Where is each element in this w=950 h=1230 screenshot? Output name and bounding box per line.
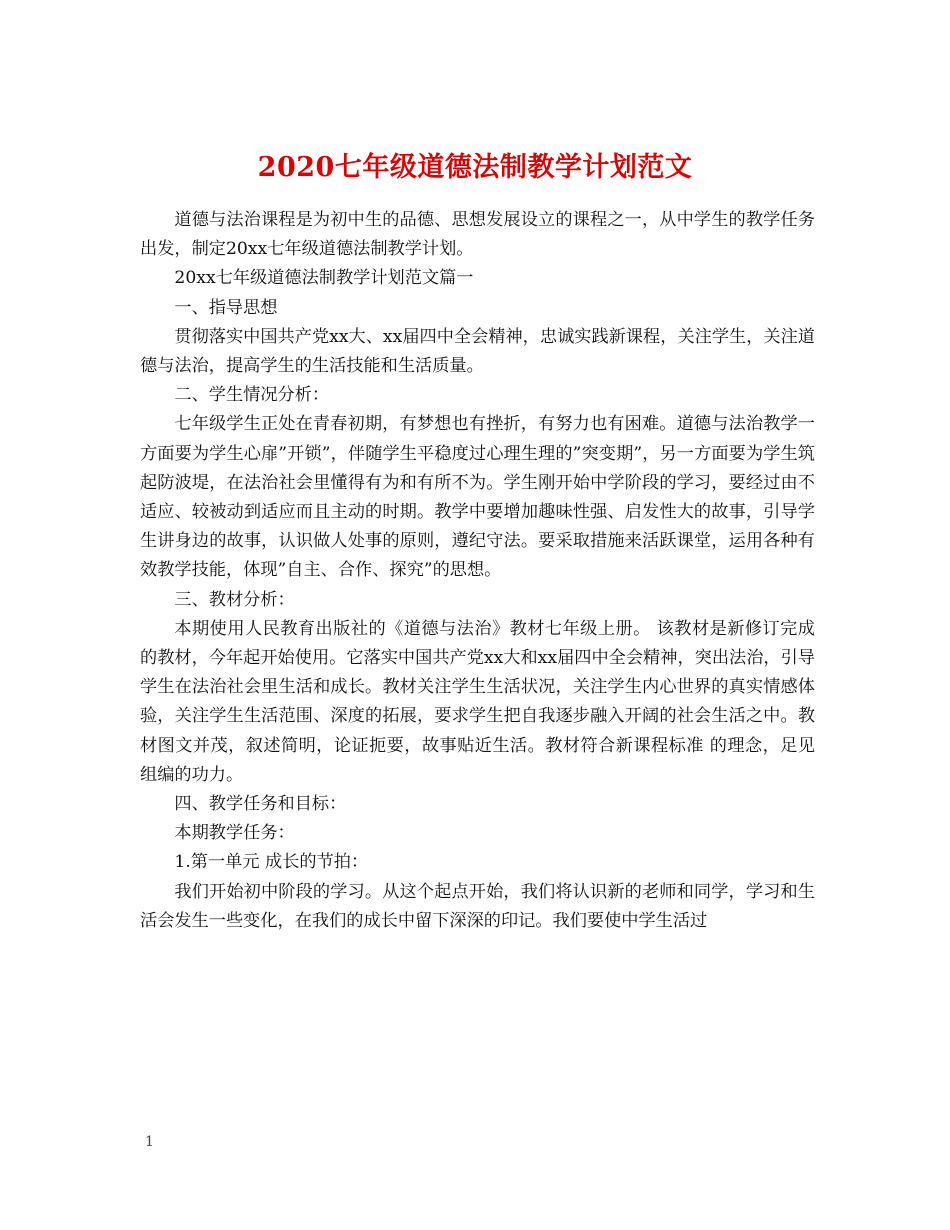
section-heading: 三、教材分析： xyxy=(174,589,295,610)
document-body xyxy=(140,206,815,936)
paragraph: 20xx七年级道德法制教学计划范文篇一 xyxy=(174,268,474,289)
paragraph: 贯彻落实中国共产党xx大、xx届四中全会精神，忠诚实践新课程，关注学生，关注道德与法治，提高学生的生活技能和生活质量。 xyxy=(140,326,815,377)
section-heading: 一、指导思想 xyxy=(174,297,278,318)
section-heading: 四、教学任务和目标： xyxy=(174,794,347,815)
section-heading: 二、学生情况分析： xyxy=(174,385,330,406)
paragraph: 本期使用人民教育出版社的《道德与法治》教材七年级上册。 该教材是新修订完成的教材，今年起开始使用。它落实中国共产党xx大和xx届四中全会精神，突出法治，引导学生在法治社会里生活和成长。教材关注学生生活状况，关注学生内心世界的真实情感体验，关注学生生活范围、深度的拓展，要求学生把自我逐步融入开阔的社会生活之中。教材图文并茂，叙述简明，论证扼要，故事贴近生活。教材符合新课程标准 的理念，足见组编的功力。 xyxy=(140,618,815,785)
document-title: 2020七年级道德法制教学计划范文 xyxy=(257,152,693,184)
paragraph: 1.第一单元 成长的节拍： xyxy=(174,852,369,873)
paragraph: 本期教学任务： xyxy=(174,823,295,844)
paragraph: 道德与法治课程是为初中生的品德、思想发展设立的课程之一，从中学生的教学任务出发，制定20xx七年级道德法制教学计划。 xyxy=(140,210,815,260)
paragraph: 七年级学生正处在青春初期，有梦想也有挫折，有努力也有困难。道德与法治教学一方面要为学生心扉”开锁”，伴随学生平稳度过心理生理的”突变期”，另一方面要为学生筑起防波堤，在法治社会里懂得有为和有所不为。学生刚开始中学阶段的学习，要经过由不适应、较被动到适应而且主动的时期。教学中要增加趣味性强、启发性大的故事，引导学生讲身边的故事，认识做人处事的原则，遵纪守法。要采取措施来活跃课堂，运用各种有效教学技能，体现”自主、合作、探究”的思想。 xyxy=(140,414,815,581)
paragraph: 我们开始初中阶段的学习。从这个起点开始，我们将认识新的老师和同学，学习和生活会发生一些变化，在我们的成长中留下深深的印记。我们要使中学生活过 xyxy=(140,881,815,931)
page-number: 1 xyxy=(145,1134,154,1150)
